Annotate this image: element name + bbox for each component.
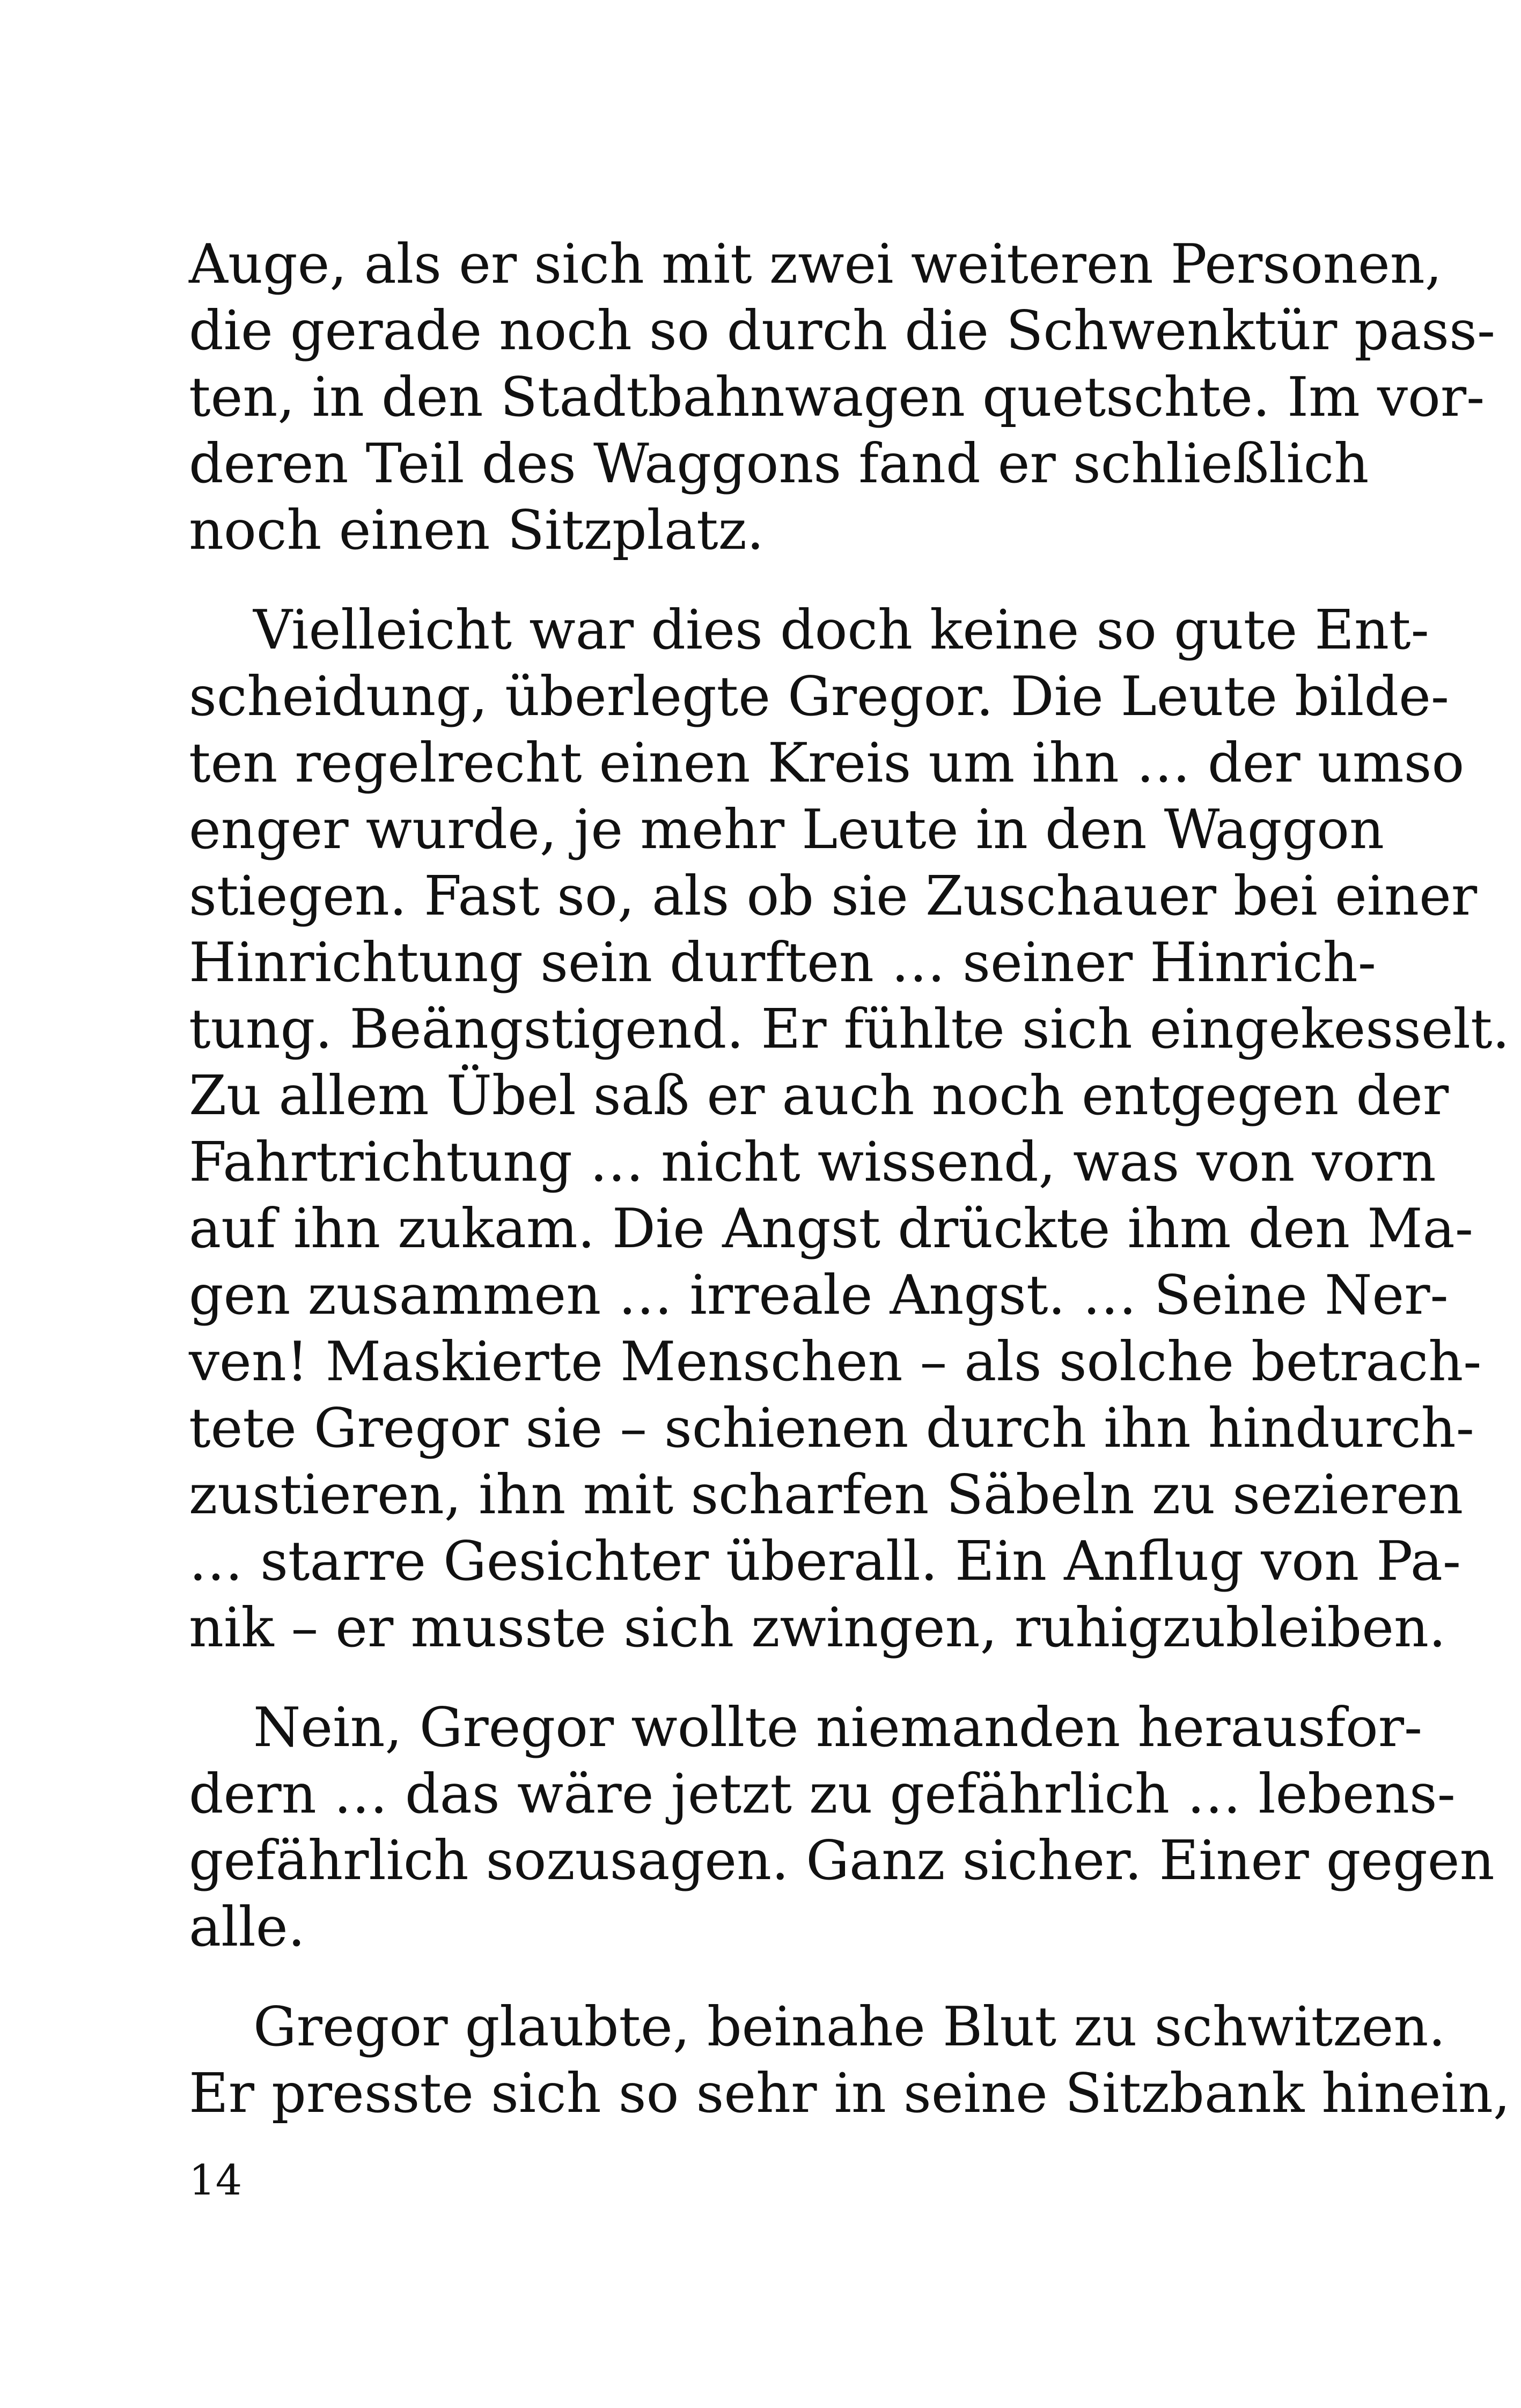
text-line: ten, in den Stadtbahnwagen quetschte. Im vor- xyxy=(189,365,1485,429)
text-line: scheidung, überlegte Gregor. Die Leute bilde- xyxy=(189,665,1449,728)
paragraph xyxy=(189,1993,1511,2126)
paragraph xyxy=(189,1694,1495,1960)
text-line: tete Gregor sie – schienen durch ihn hindurch- xyxy=(189,1396,1474,1460)
text-line: Hinrichtung sein durften … seiner Hinrich- xyxy=(189,931,1376,994)
paragraph-spacer xyxy=(189,563,1305,597)
text-line: auf ihn zukam. Die Angst drückte ihm den Ma- xyxy=(189,1197,1474,1260)
paragraph xyxy=(189,231,1496,563)
text-line: noch einen Sitzplatz. xyxy=(189,498,764,562)
text-line: Vielleicht war dies doch keine so gute Ent- xyxy=(253,598,1429,661)
paragraph-spacer xyxy=(189,1960,1305,1993)
text-line: zustieren, ihn mit scharfen Säbeln zu sezieren xyxy=(189,1463,1464,1526)
text-line: Zu allem Übel saß er auch noch entgegen der xyxy=(189,1064,1449,1127)
text-line: Fahrtrichtung … nicht wissend, was von vorn xyxy=(189,1130,1436,1194)
text-line: Auge, als er sich mit zwei weiteren Personen, xyxy=(189,232,1442,296)
text-line: Gregor glaubte, beinahe Blut zu schwitzen. xyxy=(253,1995,1446,2058)
text-line: alle. xyxy=(189,1895,305,1958)
text-line: deren Teil des Waggons fand er schließlich xyxy=(189,432,1369,495)
text-line: die gerade noch so durch die Schwenktür pass- xyxy=(189,299,1496,362)
page-number: 14 xyxy=(189,2156,243,2205)
text-line: tung. Beängstigend. Er fühlte sich eingekesselt. xyxy=(189,997,1510,1061)
text-line: enger wurde, je mehr Leute in den Waggon xyxy=(189,798,1385,861)
text-line: Er presste sich so sehr in seine Sitzbank hinein, xyxy=(189,2061,1511,2125)
paragraph xyxy=(189,597,1510,1661)
text-line: stiegen. Fast so, als ob sie Zuschauer bei einer xyxy=(189,864,1478,927)
body-text xyxy=(189,231,1511,2126)
text-line: nik – er musste sich zwingen, ruhigzubleiben. xyxy=(189,1596,1446,1659)
text-line: gefährlich sozusagen. Ganz sicher. Einer gegen xyxy=(189,1829,1495,1892)
text-line: gen zusammen … irreale Angst. … Seine Ner- xyxy=(189,1263,1449,1327)
text-line: ven! Maskierte Menschen – als solche betrach- xyxy=(189,1330,1482,1393)
paragraph-spacer xyxy=(189,1661,1305,1694)
text-line: dern … das wäre jetzt zu gefährlich … lebens- xyxy=(189,1762,1456,1825)
text-line: ten regelrecht einen Kreis um ihn … der umso xyxy=(189,731,1465,794)
text-line: Nein, Gregor wollte niemanden herausfor- xyxy=(253,1696,1423,1759)
text-line: … starre Gesichter überall. Ein Anflug von Pa- xyxy=(189,1529,1461,1593)
